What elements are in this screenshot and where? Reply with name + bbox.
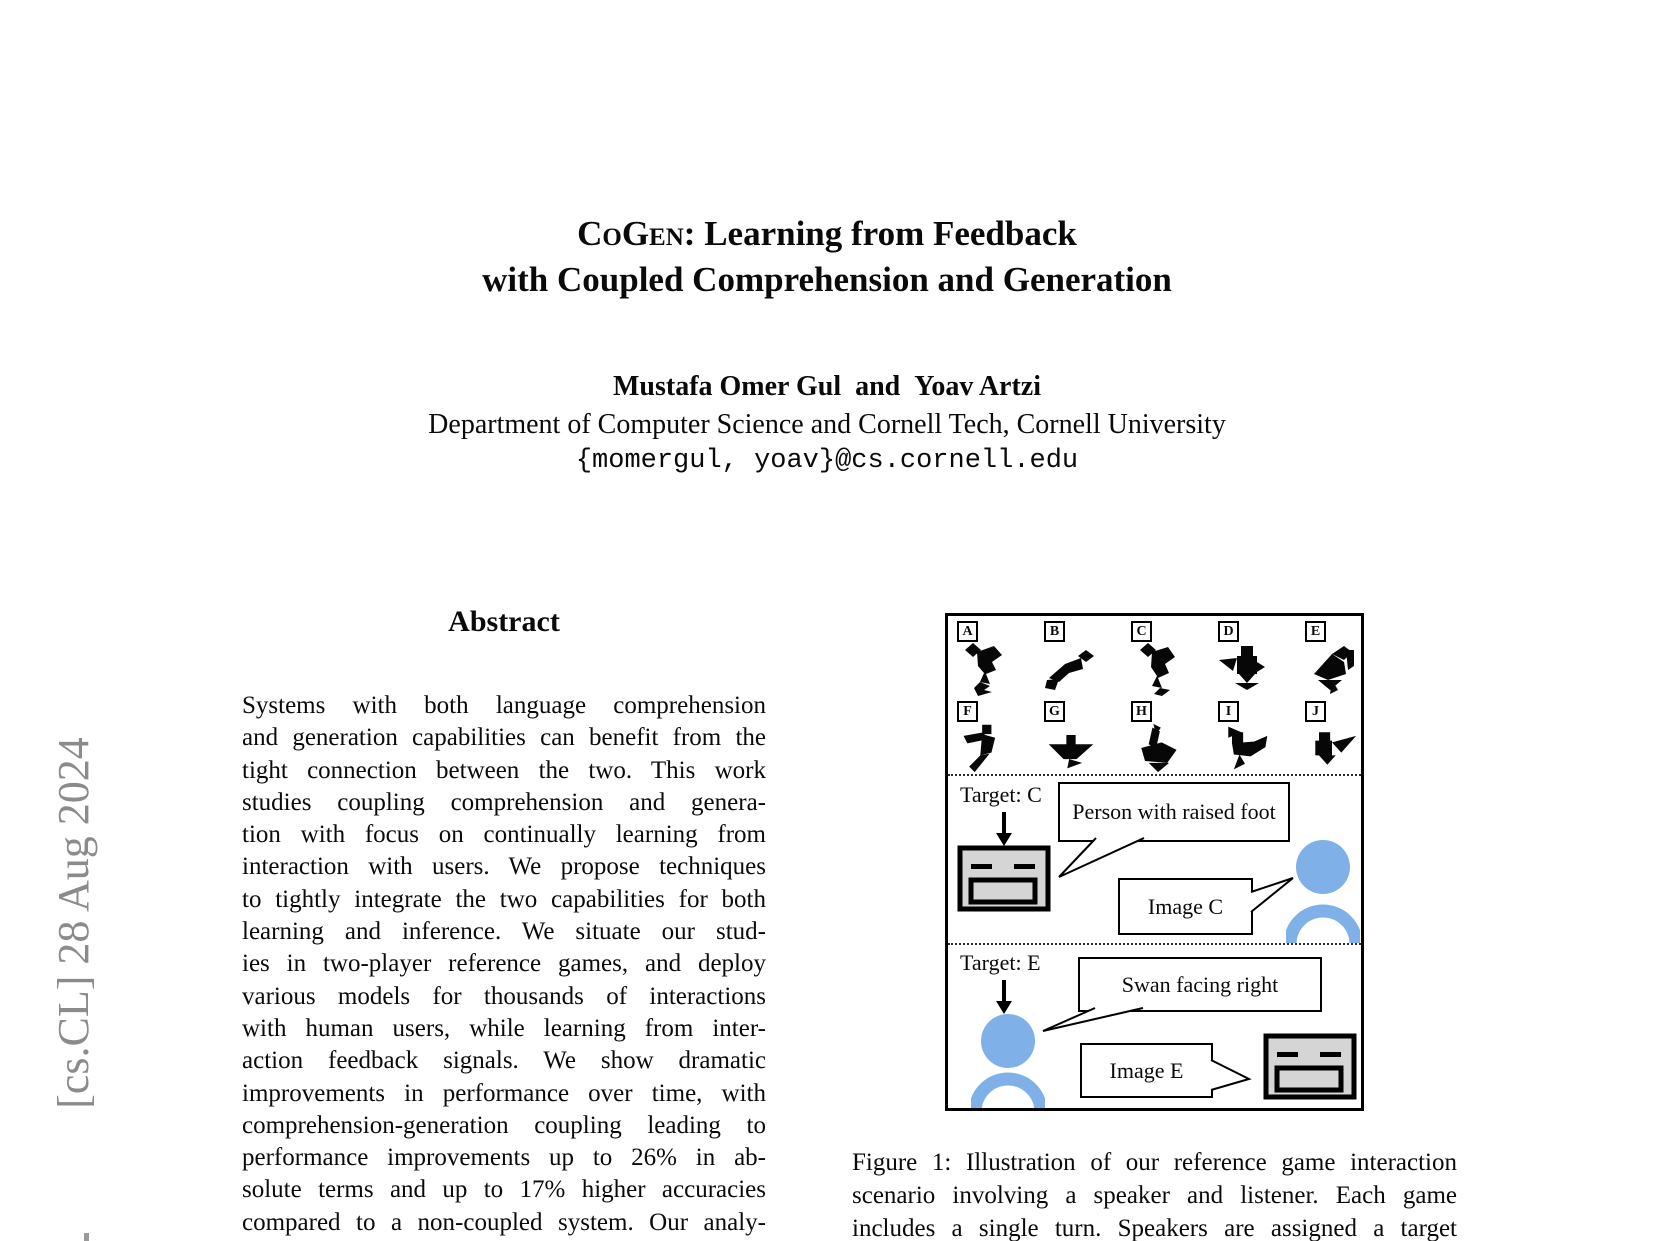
game1-selection-bubble: Image C	[1118, 878, 1253, 935]
tangram-label-g: G	[1044, 701, 1065, 722]
author-separator: and	[855, 371, 901, 402]
abstract-line: Systems with both language comprehension	[242, 692, 766, 719]
robot-listener-icon	[1263, 1033, 1357, 1100]
title-smallcaps: CoGen	[577, 214, 684, 253]
down-arrow-icon	[995, 980, 1013, 1014]
abstract-line: tion with focus on continually learning from	[242, 821, 766, 849]
game2-selection-bubble: Image E	[1080, 1043, 1213, 1098]
tangram-b-icon	[1040, 642, 1102, 698]
abstract-line: solute terms and up to 17% higher accuracies	[242, 1176, 766, 1204]
tangram-label-a: A	[957, 621, 978, 642]
title-line-1-rest: : Learning from Feedback	[683, 214, 1077, 253]
game2-target-label: Target: E	[960, 950, 1041, 975]
abstract-line: studies coupling comprehension and genera-	[242, 788, 766, 816]
person-speaker-icon	[971, 1014, 1045, 1110]
title-line-2: with Coupled Comprehension and Generation	[482, 260, 1172, 299]
tangram-d-icon	[1214, 642, 1276, 698]
abstract-line: comprehension-generation coupling leading to	[242, 1111, 766, 1139]
abstract-line: to tightly integrate the two capabilities for both	[242, 885, 766, 913]
figure-1-caption	[852, 1146, 1457, 1241]
abstract-line: compared to a non-coupled system. Our analy-	[242, 1208, 766, 1236]
caption-line: includes a single turn. Speakers are assigned a target	[852, 1215, 1457, 1241]
caption-line: scenario involving a speaker and listener. Each game	[852, 1182, 1457, 1209]
title-line-1	[0, 211, 1654, 257]
email-line: {momergul, yoav}@cs.cornell.edu	[575, 446, 1079, 476]
abstract-line: various models for thousands of interactions	[242, 982, 766, 1010]
tangram-label-f: F	[957, 701, 978, 722]
abstract-line: learning and inference. We situate our stud-	[242, 918, 766, 946]
tangram-h-icon	[1127, 722, 1189, 774]
separator-dotted-2	[948, 943, 1361, 945]
abstract-body	[242, 690, 766, 1239]
abstract-line: with human users, while learning from inter-	[242, 1014, 766, 1042]
robot-speaker-icon	[957, 845, 1051, 912]
abstract-line: interaction with users. We propose techniques	[242, 853, 766, 881]
tangram-j-icon	[1301, 722, 1363, 774]
author-1: Mustafa Omer Gul	[612, 371, 842, 402]
abstract-line: action feedback signals. We show dramatic	[242, 1047, 766, 1075]
game2-utterance-bubble: Swan facing right	[1078, 957, 1322, 1012]
tangram-a-icon	[953, 642, 1015, 698]
abstract-line: improvements in performance over time, with	[242, 1079, 766, 1107]
abstract-line: ies in two-player reference games, and deploy	[242, 950, 766, 978]
tangram-label-i: I	[1218, 701, 1239, 722]
arxiv-watermark: [cs.CL] 28 Aug 2024	[49, 737, 98, 1109]
caption-line: Figure 1: Illustration of our reference game interaction	[852, 1149, 1457, 1176]
abstract-line: performance improvements up to 26% in ab-	[242, 1144, 766, 1172]
abstract-line: tight connection between the two. This work	[242, 756, 766, 784]
tangram-label-j: J	[1305, 701, 1326, 722]
figure-1	[945, 613, 1364, 1111]
author-2: Yoav Artzi	[914, 371, 1042, 402]
tangram-label-b: B	[1044, 621, 1065, 642]
person-listener-icon	[1286, 840, 1360, 943]
separator-dotted-1	[948, 774, 1361, 776]
down-arrow-icon	[995, 812, 1013, 846]
abstract-heading: Abstract	[448, 605, 560, 638]
tangram-e-icon	[1301, 642, 1363, 698]
tangram-label-h: H	[1131, 701, 1152, 722]
author-line	[0, 371, 1654, 403]
tangram-c-icon	[1127, 642, 1189, 698]
tangram-i-icon	[1214, 722, 1276, 774]
game1-utterance-bubble: Person with raised foot	[1058, 782, 1290, 842]
paper-title	[0, 211, 1654, 303]
game1-target-label: Target: C	[960, 782, 1042, 807]
tangram-f-icon	[953, 722, 1015, 774]
abstract-line: and generation capabilities can benefit from the	[242, 724, 766, 752]
watermark-cropped-glyph	[84, 1233, 89, 1241]
tangram-g-icon	[1040, 722, 1102, 774]
tangram-label-d: D	[1218, 621, 1239, 642]
affiliation: Department of Computer Science and Cornell Tech, Cornell University	[428, 409, 1226, 440]
tangram-label-e: E	[1305, 621, 1326, 642]
tangram-label-c: C	[1131, 621, 1152, 642]
